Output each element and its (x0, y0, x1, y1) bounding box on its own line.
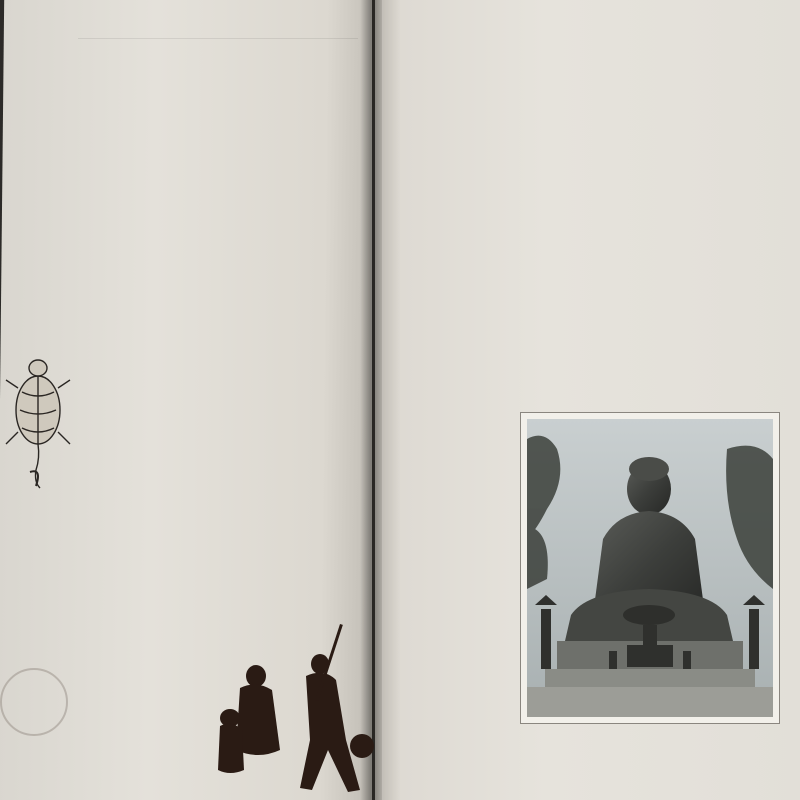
turtle-illustration (0, 340, 76, 490)
figure-silhouettes-illustration (200, 620, 380, 800)
great-buddha-photo-frame (520, 412, 780, 724)
great-buddha-photo (527, 419, 773, 717)
page-rule (78, 38, 358, 39)
left-page-text (63, 48, 356, 671)
seal-stamp (0, 668, 68, 736)
